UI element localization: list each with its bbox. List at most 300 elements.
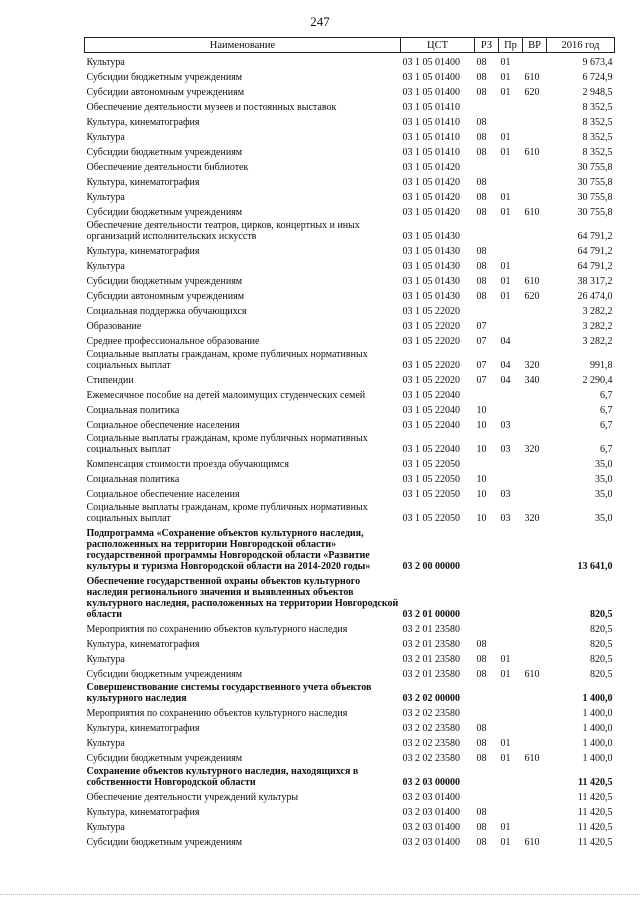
cell-vr: [523, 704, 547, 719]
cell-vr: [523, 764, 547, 788]
cell-rz: 08: [476, 87, 487, 98]
cell-rz: [475, 704, 499, 719]
cell-pr: 01: [500, 276, 511, 287]
cell-code: 03 2 03 01400: [402, 837, 460, 848]
cell-pr: 01: [500, 192, 511, 203]
cell-vr: [523, 620, 547, 635]
table-row: [85, 620, 615, 635]
cell-name: Субсидии бюджетным учреждениям: [86, 753, 243, 764]
table-row: [85, 572, 615, 620]
cell-rz: [475, 302, 499, 317]
cell-name: Культура, кинематография: [86, 807, 200, 818]
cell-rz: [475, 620, 499, 635]
cell-amount: 35,0: [595, 459, 613, 470]
cell-pr: [499, 113, 523, 128]
cell-amount: 13 641,0: [577, 561, 613, 572]
cell-amount: 820,5: [590, 639, 613, 650]
header-rz: РЗ: [475, 38, 499, 53]
cell-rz: 08: [476, 276, 487, 287]
cell-rz: 08: [476, 738, 487, 749]
cell-rz: 08: [476, 72, 487, 83]
cell-code: 03 1 05 22050: [402, 513, 460, 524]
table-row: [85, 500, 615, 524]
cell-code: 03 1 05 22040: [402, 420, 460, 431]
cell-pr: 01: [500, 837, 511, 848]
cell-rz: 08: [476, 723, 487, 734]
cell-rz: [475, 455, 499, 470]
cell-code: 03 2 01 00000: [402, 609, 460, 620]
cell-name: Культура, кинематография: [86, 723, 200, 734]
cell-name: Культура: [86, 132, 125, 143]
cell-vr: [523, 650, 547, 665]
cell-rz: [475, 98, 499, 113]
table-row: [85, 833, 615, 848]
cell-code: 03 2 03 01400: [402, 807, 460, 818]
cell-vr: [523, 455, 547, 470]
cell-name: Совершенствование системы государственного учета объектов культурного наследия: [86, 682, 372, 704]
cell-vr: 610: [524, 669, 540, 680]
cell-code: 03 1 05 01430: [402, 231, 460, 242]
cell-amount: 6,7: [600, 405, 613, 416]
table-row: [85, 401, 615, 416]
cell-name: Обеспечение деятельности музеев и постоянных выставок: [86, 102, 337, 113]
cell-code: 03 1 05 01430: [402, 246, 460, 257]
cell-name: Субсидии автономным учреждениям: [86, 291, 245, 302]
cell-amount: 8 352,5: [582, 147, 613, 158]
cell-rz: 08: [476, 261, 487, 272]
cell-name: Ежемесячное пособие на детей малоимущих студенческих семей: [86, 390, 366, 401]
cell-amount: 30 755,8: [577, 192, 613, 203]
cell-rz: 08: [476, 753, 487, 764]
cell-code: 03 2 01 23580: [402, 654, 460, 665]
table-row: [85, 650, 615, 665]
cell-vr: 320: [524, 444, 540, 455]
cell-name: Социальные выплаты гражданам, кроме публичных нормативных социальных выплат: [86, 433, 368, 455]
table-row: [85, 113, 615, 128]
cell-amount: 30 755,8: [577, 207, 613, 218]
cell-pr: 04: [500, 375, 511, 386]
cell-rz: 08: [476, 177, 487, 188]
cell-vr: [523, 173, 547, 188]
cell-amount: 11 420,5: [577, 807, 613, 818]
cell-amount: 11 420,5: [577, 792, 613, 803]
cell-vr: [523, 680, 547, 704]
cell-code: 03 2 02 23580: [402, 708, 460, 719]
cell-vr: 610: [524, 276, 540, 287]
table-body: [85, 53, 615, 849]
cell-code: 03 2 01 23580: [402, 624, 460, 635]
cell-pr: [499, 572, 523, 620]
cell-vr: [523, 242, 547, 257]
cell-vr: [523, 803, 547, 818]
cell-pr: [499, 173, 523, 188]
table-row: [85, 272, 615, 287]
cell-amount: 11 420,5: [577, 837, 613, 848]
table-row: [85, 287, 615, 302]
cell-code: 03 1 05 01410: [402, 102, 460, 113]
cell-code: 03 2 03 01400: [402, 792, 460, 803]
cell-name: Социальные выплаты гражданам, кроме публичных нормативных социальных выплат: [86, 502, 368, 524]
cell-rz: [475, 218, 499, 242]
cell-code: 03 1 05 01410: [402, 117, 460, 128]
cell-rz: 08: [476, 147, 487, 158]
cell-amount: 820,5: [590, 669, 613, 680]
cell-code: 03 1 05 22020: [402, 375, 460, 386]
cell-name: Субсидии бюджетным учреждениям: [86, 276, 243, 287]
cell-code: 03 1 05 01430: [402, 291, 460, 302]
cell-name: Среднее профессиональное образование: [86, 336, 260, 347]
cell-amount: 2 948,5: [582, 87, 613, 98]
table-row: [85, 704, 615, 719]
table-row: [85, 98, 615, 113]
cell-name: Мероприятия по сохранению объектов культурного наследия: [86, 624, 348, 635]
cell-vr: [523, 98, 547, 113]
cell-amount: 3 282,2: [582, 321, 613, 332]
cell-rz: 08: [476, 207, 487, 218]
cell-rz: 08: [476, 132, 487, 143]
page-footer-line: [0, 894, 640, 899]
cell-pr: [499, 455, 523, 470]
table-row: [85, 764, 615, 788]
cell-code: 03 1 05 01420: [402, 162, 460, 173]
cell-rz: 08: [476, 807, 487, 818]
cell-code: 03 1 05 22020: [402, 321, 460, 332]
cell-vr: [523, 257, 547, 272]
cell-amount: 6,7: [600, 420, 613, 431]
cell-name: Обеспечение деятельности учреждений культуры: [86, 792, 299, 803]
cell-vr: [523, 524, 547, 572]
cell-pr: [499, 635, 523, 650]
cell-name: Культура, кинематография: [86, 246, 200, 257]
cell-pr: 01: [500, 753, 511, 764]
table-row: [85, 347, 615, 371]
cell-code: 03 1 05 22050: [402, 474, 460, 485]
cell-name: Социальная политика: [86, 474, 180, 485]
cell-amount: 1 400,0: [582, 753, 613, 764]
table-row: [85, 128, 615, 143]
cell-pr: [499, 680, 523, 704]
cell-name: Культура, кинематография: [86, 639, 200, 650]
table-row: [85, 803, 615, 818]
cell-amount: 30 755,8: [577, 177, 613, 188]
cell-name: Культура: [86, 822, 125, 833]
cell-amount: 35,0: [595, 489, 613, 500]
cell-pr: 01: [500, 261, 511, 272]
table-row: [85, 818, 615, 833]
cell-name: Обеспечение деятельности библиотек: [86, 162, 249, 173]
cell-code: 03 1 05 01400: [402, 72, 460, 83]
cell-name: Мероприятия по сохранению объектов культурного наследия: [86, 708, 348, 719]
cell-pr: 03: [500, 489, 511, 500]
cell-pr: [499, 719, 523, 734]
cell-pr: [499, 788, 523, 803]
cell-pr: [499, 98, 523, 113]
cell-name: Субсидии бюджетным учреждениям: [86, 147, 243, 158]
header-vr: ВР: [523, 38, 547, 53]
cell-vr: [523, 416, 547, 431]
cell-rz: [475, 680, 499, 704]
cell-name: Культура, кинематография: [86, 177, 200, 188]
cell-code: 03 1 05 22040: [402, 390, 460, 401]
cell-vr: [523, 302, 547, 317]
cell-vr: [523, 158, 547, 173]
cell-vr: [523, 818, 547, 833]
cell-code: 03 2 02 23580: [402, 723, 460, 734]
table-row: [85, 734, 615, 749]
cell-rz: 07: [476, 336, 487, 347]
cell-rz: 07: [476, 360, 487, 371]
cell-vr: [523, 719, 547, 734]
cell-amount: 11 420,5: [577, 822, 613, 833]
cell-rz: 10: [476, 513, 487, 524]
cell-vr: 320: [524, 513, 540, 524]
cell-amount: 3 282,2: [582, 336, 613, 347]
header-name: Наименование: [85, 38, 401, 53]
cell-rz: 10: [476, 489, 487, 500]
cell-amount: 2 290,4: [582, 375, 613, 386]
table-row: [85, 317, 615, 332]
cell-vr: [523, 332, 547, 347]
cell-pr: 01: [500, 207, 511, 218]
cell-name: Культура: [86, 654, 125, 665]
cell-amount: 64 791,2: [577, 246, 613, 257]
cell-amount: 8 352,5: [582, 117, 613, 128]
cell-code: 03 1 05 22020: [402, 306, 460, 317]
cell-code: 03 1 05 01400: [402, 87, 460, 98]
cell-code: 03 2 02 23580: [402, 753, 460, 764]
cell-rz: 08: [476, 291, 487, 302]
cell-pr: 03: [500, 444, 511, 455]
cell-amount: 820,5: [590, 609, 613, 620]
cell-code: 03 1 05 01430: [402, 276, 460, 287]
cell-pr: [499, 764, 523, 788]
cell-amount: 35,0: [595, 474, 613, 485]
cell-code: 03 2 01 23580: [402, 669, 460, 680]
cell-code: 03 1 05 22040: [402, 405, 460, 416]
cell-name: Социальная поддержка обучающихся: [86, 306, 247, 317]
cell-name: Социальные выплаты гражданам, кроме публичных нормативных социальных выплат: [86, 349, 368, 371]
cell-pr: 01: [500, 654, 511, 665]
cell-name: Социальное обеспечение населения: [86, 420, 240, 431]
cell-pr: 01: [500, 57, 511, 68]
cell-amount: 6,7: [600, 390, 613, 401]
cell-vr: [523, 113, 547, 128]
cell-pr: 01: [500, 147, 511, 158]
cell-amount: 3 282,2: [582, 306, 613, 317]
table-row: [85, 257, 615, 272]
table-row: [85, 143, 615, 158]
page-number: 247: [310, 14, 330, 29]
cell-pr: [499, 317, 523, 332]
cell-pr: 01: [500, 822, 511, 833]
cell-pr: 01: [500, 291, 511, 302]
cell-name: Культура: [86, 57, 125, 68]
cell-pr: 01: [500, 87, 511, 98]
cell-vr: 340: [524, 375, 540, 386]
cell-name: Подпрограмма «Сохранение объектов культурного наследия, расположенных на территории Новгородской области» государственной программы Новгородской области «Развитие культуры и туризма Новгородской области на 2014-2020 годы»: [86, 528, 371, 572]
cell-rz: [475, 788, 499, 803]
cell-pr: [499, 302, 523, 317]
cell-vr: [523, 734, 547, 749]
cell-name: Обеспечение деятельности театров, цирков, концертных и иных организаций исполнительских искусств: [86, 220, 360, 242]
cell-pr: [499, 218, 523, 242]
cell-vr: 610: [524, 147, 540, 158]
cell-amount: 35,0: [595, 513, 613, 524]
table-row: [85, 188, 615, 203]
cell-amount: 1 400,0: [582, 723, 613, 734]
cell-amount: 38 317,2: [577, 276, 613, 287]
cell-amount: 1 400,0: [582, 738, 613, 749]
cell-code: 03 1 05 22040: [402, 444, 460, 455]
cell-amount: 6,7: [600, 444, 613, 455]
cell-code: 03 1 05 01420: [402, 177, 460, 188]
cell-vr: [523, 635, 547, 650]
cell-name: Социальное обеспечение населения: [86, 489, 240, 500]
cell-pr: 03: [500, 420, 511, 431]
table-row: [85, 218, 615, 242]
cell-code: 03 1 05 22020: [402, 360, 460, 371]
table-row: [85, 485, 615, 500]
cell-rz: 10: [476, 444, 487, 455]
table-header-row: [85, 38, 615, 53]
cell-pr: [499, 803, 523, 818]
table-row: [85, 524, 615, 572]
cell-rz: 10: [476, 405, 487, 416]
cell-vr: 610: [524, 72, 540, 83]
cell-code: 03 1 05 01410: [402, 132, 460, 143]
table-row: [85, 203, 615, 218]
cell-amount: 26 474,0: [577, 291, 613, 302]
table-row: [85, 302, 615, 317]
cell-amount: 1 400,0: [582, 708, 613, 719]
cell-code: 03 1 05 01420: [402, 192, 460, 203]
cell-amount: 820,5: [590, 654, 613, 665]
cell-name: Обеспечение государственной охраны объектов культурного наследия регионального значения и выявленных объектов культурного наследия, расположенных на территории Новгородской области: [86, 576, 399, 620]
cell-pr: 01: [500, 669, 511, 680]
cell-pr: 04: [500, 360, 511, 371]
cell-rz: 08: [476, 192, 487, 203]
cell-name: Культура: [86, 192, 125, 203]
table-row: [85, 665, 615, 680]
table-row: [85, 386, 615, 401]
cell-pr: [499, 704, 523, 719]
cell-pr: [499, 242, 523, 257]
cell-pr: [499, 401, 523, 416]
cell-vr: [523, 788, 547, 803]
cell-code: 03 1 05 01420: [402, 207, 460, 218]
cell-vr: [523, 572, 547, 620]
cell-pr: [499, 386, 523, 401]
cell-amount: 11 420,5: [578, 777, 613, 788]
cell-pr: 03: [500, 513, 511, 524]
cell-name: Культура, кинематография: [86, 117, 200, 128]
table-row: [85, 332, 615, 347]
budget-table: [84, 37, 615, 848]
cell-vr: 320: [524, 360, 540, 371]
table-row: [85, 68, 615, 83]
cell-rz: 08: [476, 117, 487, 128]
cell-pr: [499, 158, 523, 173]
cell-vr: [523, 386, 547, 401]
cell-vr: [523, 188, 547, 203]
cell-rz: [475, 386, 499, 401]
table-row: [85, 470, 615, 485]
cell-code: 03 1 05 22050: [402, 459, 460, 470]
table-row: [85, 53, 615, 69]
cell-amount: 64 791,2: [577, 231, 613, 242]
table-row: [85, 635, 615, 650]
cell-vr: [523, 470, 547, 485]
table-row: [85, 749, 615, 764]
cell-amount: 8 352,5: [582, 132, 613, 143]
table-row: [85, 455, 615, 470]
cell-code: 03 1 05 01400: [402, 57, 460, 68]
cell-code: 03 2 03 01400: [402, 822, 460, 833]
cell-vr: 610: [524, 837, 540, 848]
cell-rz: [475, 764, 499, 788]
cell-rz: 08: [476, 837, 487, 848]
cell-vr: [523, 128, 547, 143]
cell-amount: 991,8: [590, 360, 613, 371]
table-row: [85, 680, 615, 704]
cell-rz: 07: [476, 321, 487, 332]
cell-pr: [499, 620, 523, 635]
cell-code: 03 2 01 23580: [402, 639, 460, 650]
table-row: [85, 242, 615, 257]
cell-name: Культура: [86, 738, 125, 749]
cell-pr: 01: [500, 132, 511, 143]
header-code: ЦСТ: [401, 38, 475, 53]
table-row: [85, 173, 615, 188]
cell-name: Образование: [86, 321, 142, 332]
cell-amount: 6 724,9: [582, 72, 613, 83]
cell-code: 03 2 03 00000: [402, 777, 460, 788]
cell-code: 03 1 05 01410: [402, 147, 460, 158]
cell-vr: 620: [524, 291, 540, 302]
cell-rz: 08: [476, 246, 487, 257]
cell-amount: 9 673,4: [582, 57, 613, 68]
cell-rz: 08: [476, 57, 487, 68]
cell-pr: 04: [500, 336, 511, 347]
cell-rz: [475, 572, 499, 620]
cell-vr: [523, 53, 547, 69]
cell-pr: [499, 470, 523, 485]
table-row: [85, 83, 615, 98]
cell-rz: [475, 158, 499, 173]
table-row: [85, 431, 615, 455]
cell-vr: [523, 317, 547, 332]
cell-amount: 30 755,8: [577, 162, 613, 173]
cell-name: Субсидии бюджетным учреждениям: [86, 837, 243, 848]
cell-vr: 610: [524, 753, 540, 764]
cell-rz: 08: [476, 822, 487, 833]
cell-name: Субсидии бюджетным учреждениям: [86, 72, 243, 83]
header-pr: Пр: [499, 38, 523, 53]
cell-name: Субсидии бюджетным учреждениям: [86, 207, 243, 218]
cell-rz: 08: [476, 669, 487, 680]
table-row: [85, 416, 615, 431]
cell-vr: 610: [524, 207, 540, 218]
cell-name: Сохранение объектов культурного наследия, находящихся в собственности Новгородской области: [86, 766, 359, 788]
cell-name: Компенсация стоимости проезда обучающимся: [86, 459, 289, 470]
cell-code: 03 1 05 22020: [402, 336, 460, 347]
cell-pr: 01: [500, 738, 511, 749]
table-row: [85, 158, 615, 173]
cell-amount: 1 400,0: [582, 693, 613, 704]
cell-rz: 08: [476, 639, 487, 650]
header-year: 2016 год: [547, 38, 615, 53]
cell-amount: 64 791,2: [577, 261, 613, 272]
